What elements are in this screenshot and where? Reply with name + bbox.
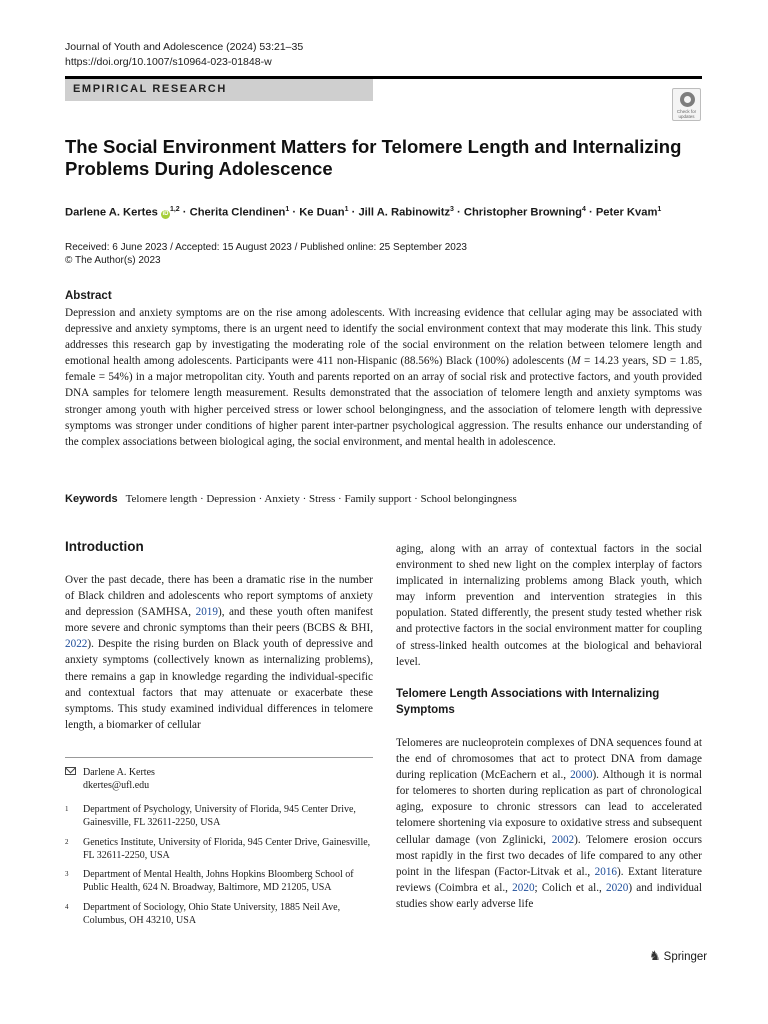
affiliation-text: Department of Sociology, Ohio State University, 1885 Neil Ave, Columbus, OH 43210, USA — [83, 902, 341, 926]
correspondence-name: Darlene A. Kertes — [83, 767, 155, 778]
crossmark-icon — [680, 92, 695, 107]
affiliation-4 — [65, 901, 375, 927]
keywords-label: Keywords — [65, 493, 118, 505]
section-label: EMPIRICAL RESEARCH — [73, 83, 227, 95]
affiliation-number: 3 — [65, 870, 69, 878]
author-list: Darlene A. Kertes iD$^{1,2}$ · Cherita Clendinen$^1$ · Ke Duan$^1$ · Jill A. Rabinowitz$^3$ · Christopher Browning$^4$ · Peter Kvam$^1$ — [65, 206, 662, 219]
affiliation-number: 1 — [65, 805, 69, 813]
affiliation-3 — [65, 868, 375, 894]
dates-line: Received: 6 June 2023 / Accepted: 15 August 2023 / Published online: 25 September 2023 — [65, 242, 467, 253]
introduction-paragraph: Over the past decade, there has been a dramatic rise in the number of Black children and adolescents who report symptoms of anxiety and depression (SAMHSA, 2019), and these youth often manifest more severe and chronic symptoms than their peers (BCBS & BHI, 2022). Despite the rising burden on Black youth of depressive and anxiety symptoms (collectively known as internalizing problems), there remains a gap in knowledge regarding the individual-specific and contextual factors that may attenuate or exacerbate these symptoms. This study examined individual differences in telomere length, a biomarker of cellular — [65, 574, 374, 731]
abstract-heading: Abstract — [65, 290, 112, 302]
introduction-heading: Introduction — [65, 539, 144, 554]
affiliation-1 — [65, 803, 375, 829]
affiliation-text: Genetics Institute, University of Florida, 945 Center Drive, Gainesville, FL 32611-2250, USA — [83, 837, 371, 861]
keywords — [65, 492, 702, 507]
springer-horse-icon: ♞ — [649, 948, 661, 963]
keywords-text: Telomere length · Depression · Anxiety · Stress · Family support · School belongingness — [125, 493, 517, 505]
copyright-line: © The Author(s) 2023 — [65, 255, 161, 266]
doi-link[interactable]: https://doi.org/10.1007/s10964-023-01848-w — [65, 56, 272, 68]
correspondence-email[interactable]: dkertes@ufl.edu — [83, 780, 150, 791]
publisher-name: Springer — [663, 951, 708, 963]
introduction-continued: aging, along with an array of contextual factors in the social environment to shed new light on the complex interplay of factors implicated in internalizing problems among Black youth, which may inform prevention and intervention strategies in this population. Stated differently, the present study tested whether risk and protective factors in the social environment matter for coupling of stress-linked health outcomes at the biological and behavioral level. — [396, 543, 702, 668]
journal-citation: Journal of Youth and Adolescence (2024) 53:21–35 — [65, 41, 304, 53]
affiliation-2 — [65, 836, 375, 862]
publisher-logo — [649, 948, 707, 965]
section-band — [65, 79, 373, 101]
crossmark-label: Check for updates — [676, 109, 697, 119]
affiliation-number: 4 — [65, 903, 69, 911]
orcid-icon[interactable]: iD — [162, 210, 169, 217]
footnote-rule — [65, 757, 373, 758]
affiliation-text: Department of Psychology, University of Florida, 945 Center Drive, Gainesville, FL 32611-2250, USA — [83, 804, 356, 828]
article-title: The Social Environment Matters for Telomere Length and Internalizing Problems During Adolescence — [65, 136, 682, 179]
affiliation-text: Department of Mental Health, Johns Hopkins Bloomberg School of Public Health, 624 N. Broadway, Baltimore, MD 21205, USA — [83, 869, 354, 893]
correspondence — [65, 766, 155, 792]
abstract-body: Depression and anxiety symptoms are on the rise among adolescents. With increasing evidence that cellular aging may be associated with depressive and anxiety symptoms, there is an urgent need to identify the social environment context that may moderate this link. This study addresses this research gap by investigating the moderating role of the social environment on the relation between telomere length and emotional health among adolescents. Participants were 411 non-Hispanic (88.56%) Black (100%) adolescents (M = 14.23 years, SD = 1.85, female = 54%) in a major metropolitan city. Youth and parents reported on an array of social risk and protective factors, and youth provided DNA samples for telomere length measurement. Results demonstrated that the association of telomere length and anxiety symptoms was stronger among youth with higher perceived stress or lower school belongingness, and the association of telomere length with depressive symptoms was stronger under conditions of higher parent inter-partner psychological aggression. The results enhance our understanding of the complex associations between biological aging, the social environment, and mental health in adolescence. — [65, 307, 702, 448]
envelope-icon — [65, 767, 76, 775]
journal-header — [65, 40, 303, 70]
publication-history — [65, 241, 467, 267]
affiliation-number: 2 — [65, 838, 69, 846]
check-for-updates-badge[interactable] — [672, 88, 701, 121]
subsection-paragraph: Telomeres are nucleoprotein complexes of DNA sequences found at the end of chromosomes that act to protect DNA from damage during replication (McEachern et al., 2000). Although it is normal for telomeres to shorten during replication as part of chronological aging, exposure to chronic stressors can lead to accelerated telomere shortening via exposure to oxidative stress and subsequent cellular damage (von Zglinicki, 2002). Telomere erosion occurs most rapidly in the first two decades of life compared to any other point in the lifespan (Factor-Litvak et al., 2016). Extant literature reviews (Coimbra et al., 2020; Colich et al., 2020) and individual studies show early adverse life — [396, 737, 703, 910]
subsection-heading: Telomere Length Associations with Internalizing Symptoms — [396, 688, 660, 716]
